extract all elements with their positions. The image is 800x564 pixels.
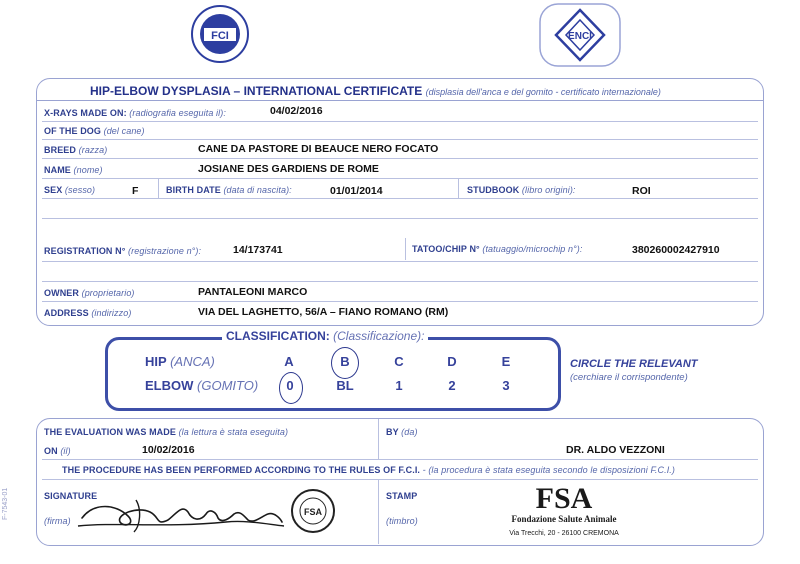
sex-label: SEX (sesso)	[44, 185, 96, 195]
hip-selected-circle-mark	[331, 347, 359, 379]
fsa-stamp-name: Fondazione Salute Animale	[511, 514, 617, 524]
birth-date-label: BIRTH DATE (data di nascita):	[166, 185, 292, 195]
registration-value: 14/173741	[233, 244, 283, 256]
classification-box	[105, 337, 561, 411]
signature-label: SIGNATURE	[44, 491, 98, 501]
studbook-label: STUDBOOK (libro origini):	[467, 185, 576, 195]
fci-logo-text: FCI	[211, 30, 229, 42]
elbow-grade-3: 3	[502, 378, 510, 393]
handwritten-signature	[76, 492, 286, 536]
signature-label-it: (firma)	[44, 516, 71, 526]
certificate-title: HIP-ELBOW DYSPLASIA – INTERNATIONAL CERTIFICATE (displasia dell'anca e del gomito - certificato internazionale)	[90, 84, 661, 98]
studbook-value: ROI	[632, 185, 651, 197]
sex-value: F	[132, 185, 139, 197]
breed-label: BREED (razza)	[44, 145, 108, 155]
elbow-label: ELBOW (GOMITO)	[145, 378, 259, 393]
birth-date-value: 01/01/2014	[330, 185, 383, 197]
elbow-selected-circle-mark	[279, 372, 303, 404]
hip-label: HIP (ANCA)	[145, 354, 215, 369]
hip-grade-e: E	[501, 354, 511, 369]
elbow-grade-bl: BL	[336, 378, 354, 393]
tatoo-chip-label: TATOO/CHIP N° (tatuaggio/microchip n°):	[412, 244, 583, 254]
stamp-label-it: (timbro)	[386, 516, 418, 526]
hip-grade-a: A	[284, 354, 294, 369]
form-code: F-7543-01	[2, 487, 9, 520]
tatoo-chip-value: 380260002427910	[632, 244, 720, 256]
fsa-stamp-logo: FSA	[535, 482, 593, 515]
hip-grade-d: D	[447, 354, 457, 369]
owner-value: PANTALEONI MARCO	[198, 286, 308, 298]
evaluation-made-label: THE EVALUATION WAS MADE (la lettura è stata eseguita)	[44, 427, 289, 437]
elbow-grade-1: 1	[395, 378, 403, 393]
evaluation-date-value: 10/02/2016	[142, 444, 195, 456]
address-label: ADDRESS (indirizzo)	[44, 308, 132, 318]
fci-logo	[190, 4, 250, 64]
classification-title: CLASSIFICATION: (Classificazione):	[222, 329, 428, 343]
stamp-label: STAMP	[386, 491, 418, 501]
name-label: NAME (nome)	[44, 165, 103, 175]
enci-logo-text: ENCI	[568, 31, 592, 42]
by-value: DR. ALDO VEZZONI	[566, 444, 665, 456]
breed-value: CANE DA PASTORE DI BEAUCE NERO FOCATO	[198, 143, 439, 155]
owner-label: OWNER (proprietario)	[44, 288, 135, 298]
reader-round-stamp	[290, 488, 336, 534]
enci-logo	[530, 2, 630, 68]
procedure-text: THE PROCEDURE HAS BEEN PERFORMED ACCORDING TO THE RULES OF F.C.I. - (la procedura è stata eseguita secondo le disposizioni F.C.I.)	[62, 465, 676, 475]
name-value: JOSIANE DES GARDIENS DE ROME	[198, 163, 379, 175]
of-the-dog-label: OF THE DOG (del cane)	[44, 126, 145, 136]
circle-note: CIRCLE THE RELEVANT (cerchiare il corrispondente)	[570, 358, 698, 383]
xray-date-value: 04/02/2016	[270, 105, 323, 117]
hip-grade-c: C	[394, 354, 404, 369]
fsa-stamp-address: Via Trecchi, 20 - 26100 CREMONA	[509, 530, 619, 537]
by-label: BY (da)	[386, 427, 418, 437]
svg-text:FSA: FSA	[304, 507, 322, 517]
fsa-stamp	[506, 484, 622, 546]
xray-date-label: X-RAYS MADE ON: (radiografia eseguita il):	[44, 108, 226, 118]
evaluation-on-label: ON (il)	[44, 446, 71, 456]
elbow-grade-0: 0	[286, 378, 294, 393]
address-value: VIA DEL LAGHETTO, 56/A – FIANO ROMANO (RM)	[198, 306, 449, 318]
hip-grade-b: B	[340, 354, 350, 369]
registration-label: REGISTRATION N° (registrazione n°):	[44, 246, 202, 256]
elbow-grade-2: 2	[448, 378, 456, 393]
